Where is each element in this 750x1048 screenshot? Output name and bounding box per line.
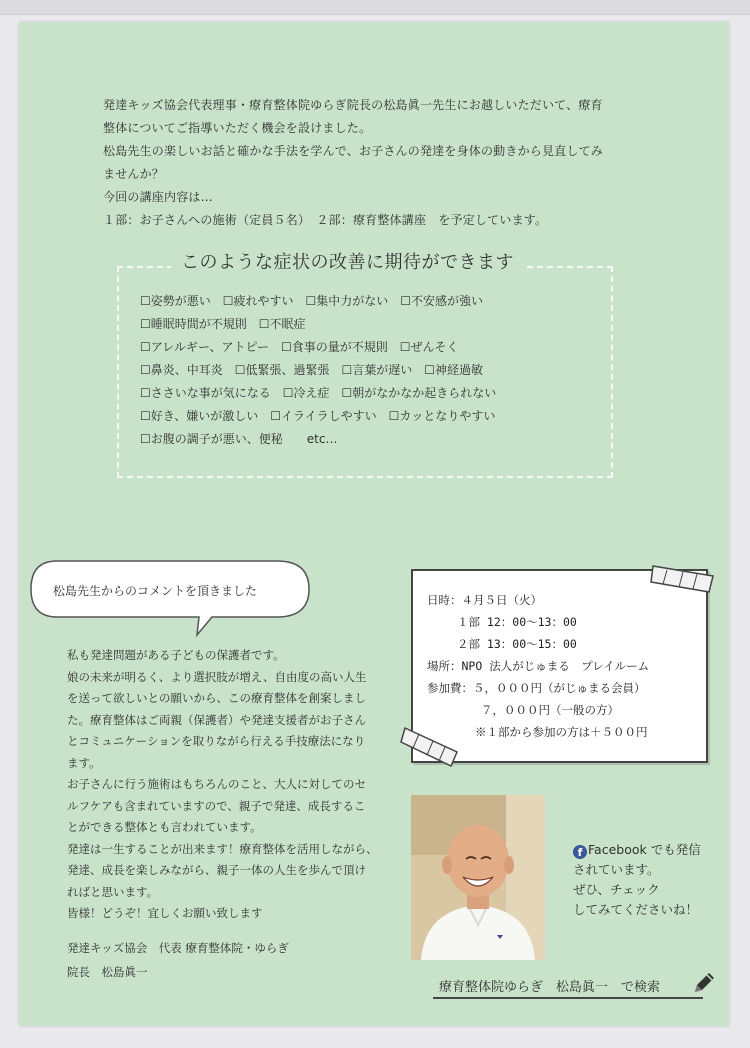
- facebook-line: されています。: [573, 862, 660, 877]
- event-fee-member: 参加費：５，０００円（がじゅまる会員）: [427, 681, 646, 695]
- symptom-row: ☐ささいな事が気になる ☐冷え症 ☐朝がなかなか起きられない: [140, 386, 497, 400]
- comment-line: ルフケアも含まれていますので、親子で発達、成長するこ: [67, 798, 366, 813]
- comment-line: を送って欲しいとの願いから、この療育整体を創案しまし: [67, 691, 366, 705]
- comment-line: とができる整体とも言われています。: [67, 820, 262, 834]
- intro-line: １部：お子さんへの施術（定員５名） ２部：療育整体講座 を予定しています。: [103, 213, 548, 227]
- symptom-row: ☐アレルギー、アトピー ☐食事の量が不規則 ☐ぜんそく: [140, 340, 459, 354]
- event-date: 日時：４月５日（火）: [427, 593, 542, 607]
- comment-line: とコミュニケーションを取りながら行える手技療法になり: [67, 734, 366, 748]
- event-fee-general: ７，０００円（一般の方）: [481, 703, 619, 717]
- intro-line: 松島先生の楽しいお話と確かな手法を学んで、お子さんの発達を身体の動きから見直してみ: [103, 144, 603, 158]
- event-part2: ２部 13：00〜15：00: [457, 637, 577, 651]
- comment-line: 私も発達問題がある子どもの保護者です。: [67, 648, 285, 662]
- comment-line: ればと思います。: [67, 884, 159, 899]
- comment-line: た。療育整体はご両親（保護者）や発達支援者がお子さん: [67, 712, 366, 727]
- signature-line: 院長 松島眞一: [67, 965, 148, 979]
- signature-line: 発達キッズ協会 代表 療育整体院・ゆらぎ: [67, 941, 289, 955]
- comment-line: ます。: [67, 755, 101, 770]
- event-note: ※１部から参加の方は＋５００円: [475, 725, 648, 739]
- facebook-line: してみてくださいね！: [573, 902, 699, 917]
- bubble-text: 松島先生からのコメントを頂きました: [53, 584, 258, 598]
- intro-line: 今回の講座内容は…: [103, 190, 213, 204]
- symptoms-title: このような症状の改善に期待ができます: [171, 248, 524, 274]
- symptom-row: ☐睡眠時間が不規則 ☐不眠症: [140, 317, 306, 331]
- event-part1: １部 12：00〜13：00: [457, 615, 577, 629]
- signature: [67, 936, 289, 984]
- top-bar: [0, 0, 750, 15]
- comment-line: お子さんに行う施術はもちろんのこと、大人に対してのセ: [67, 777, 366, 791]
- intro-text: [103, 94, 663, 232]
- flyer-sheet: [19, 22, 729, 1026]
- symptom-row: ☐お腹の調子が悪い、便秘 etc…: [140, 432, 338, 446]
- symptom-row: ☐姿勢が悪い ☐疲れやすい ☐集中力がない ☐不安感が強い: [140, 294, 484, 308]
- event-place: 場所：NPO 法人がじゅまる プレイルーム: [427, 659, 650, 673]
- symptom-row: ☐好き、嫌いが激しい ☐イライラしやすい ☐カッとなりやすい: [140, 409, 496, 423]
- facebook-line: Facebook でも発信: [588, 842, 701, 857]
- event-info: [427, 589, 649, 743]
- facebook-line: ぜひ、チェック: [573, 882, 660, 897]
- facebook-icon: f: [573, 845, 587, 859]
- portrait-photo: [411, 795, 545, 960]
- comment-line: 発達は一生することが出来ます！療育整体を活用しながら、: [67, 841, 378, 856]
- facebook-notice: [573, 840, 701, 920]
- comment-text: [67, 645, 387, 925]
- intro-line: 整体についてご指導いただく機会を設けました。: [103, 121, 372, 135]
- symptom-row: ☐鼻炎、中耳炎 ☐低緊張、過緊張 ☐言葉が遅い ☐神経過敏: [140, 363, 484, 377]
- pencil-icon: [691, 970, 717, 996]
- tape-top-right: [649, 562, 719, 596]
- comment-line: 娘の未来が明るく、より選択肢が増え、自由度の高い人生: [67, 669, 367, 684]
- comment-line: 発達、成長を楽しみながら、親子一体の人生を歩んで頂け: [67, 863, 366, 877]
- symptoms-list: [140, 290, 496, 451]
- tape-bottom-left: [399, 722, 463, 770]
- search-phrase: 療育整体院ゆらぎ 松島眞一 で検索: [439, 980, 661, 995]
- comment-line: 皆様！どうぞ！宜しくお願い致します: [67, 906, 263, 920]
- intro-line: 発達キッズ協会代表理事・療育整体院ゆらぎ院長の松島眞一先生にお越しいただいて、療育: [103, 98, 603, 112]
- search-underline: [433, 997, 703, 999]
- intro-line: ませんか？: [103, 167, 165, 181]
